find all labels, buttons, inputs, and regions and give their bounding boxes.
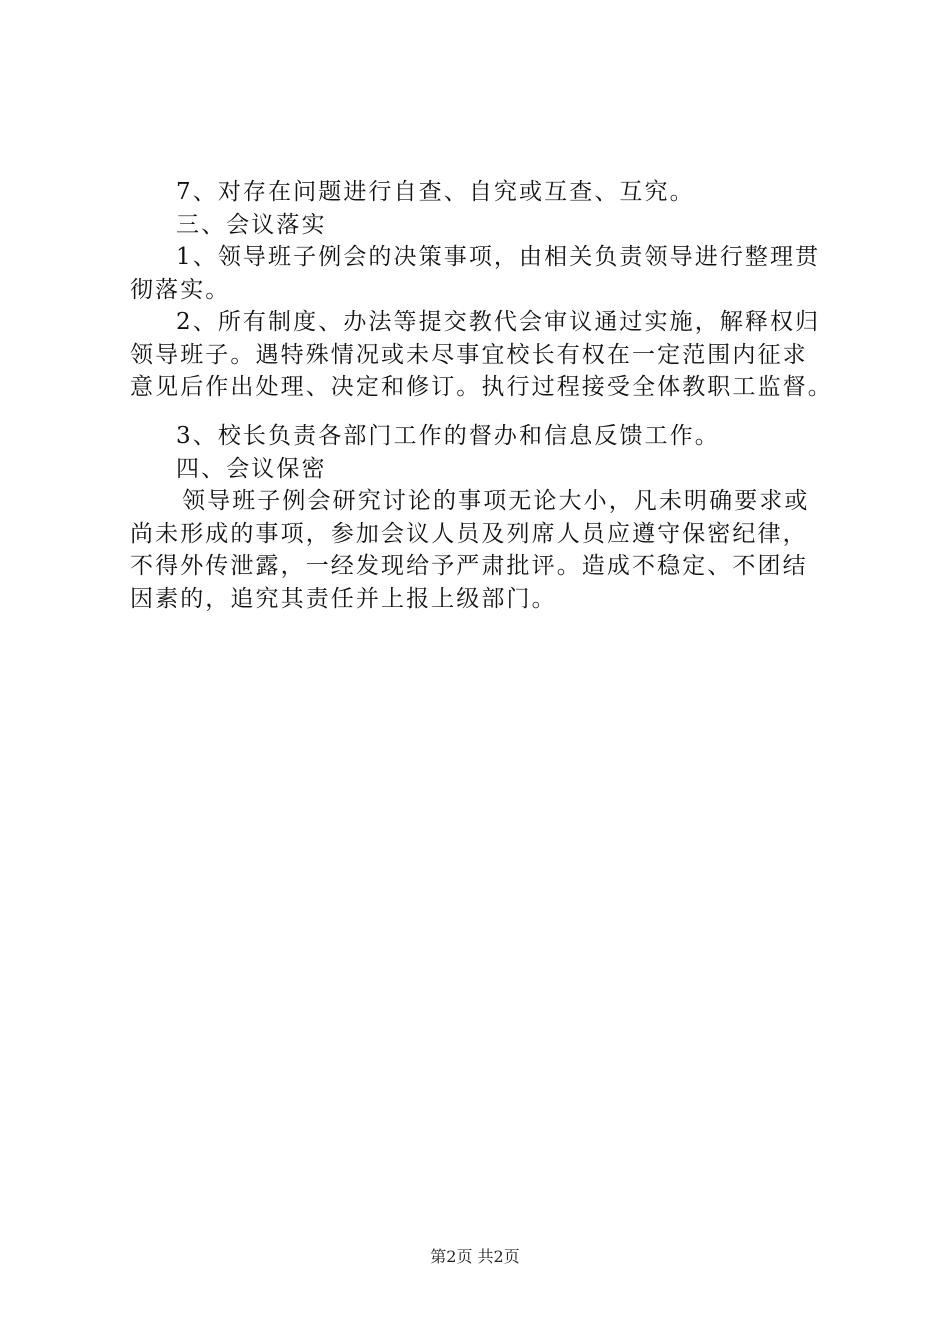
body-block-2 — [130, 420, 850, 615]
text-line: 2、所有制度、办法等提交教代会审议通过实施，解释权归 — [176, 309, 821, 335]
section-heading: 四、会议保密 — [176, 455, 327, 482]
text-line: 1、领导班子例会的决策事项，由相关负责领导进行整理贯 — [176, 244, 821, 270]
text-line: 彻落实。 — [130, 276, 231, 303]
text-line: 因素的，追究其责任并上报上级部门。 — [130, 585, 557, 612]
page-footer: 第2页 共2页 — [430, 1247, 520, 1266]
text-line: 7、对存在问题进行自查、自究或互查、互究。 — [176, 179, 695, 205]
text-line: 领导班子例会研究讨论的事项无论大小，凡未明确要求或 — [182, 488, 810, 514]
text-line: 3、校长负责各部门工作的督办和信息反馈工作。 — [176, 423, 720, 449]
section-heading: 三、会议落实 — [176, 211, 327, 238]
body-block-1 — [130, 176, 850, 404]
text-line: 领导班子。遇特殊情况或未尽事宜校长有权在一定范围内征求 — [130, 341, 808, 368]
text-line: 尚未形成的事项，参加会议人员及列席人员应遵守保密纪律， — [130, 520, 808, 547]
text-line: 意见后作出处理、决定和修订。执行过程接受全体教职工监督。 — [130, 374, 833, 400]
text-line: 不得外传泄露，一经发现给予严肃批评。造成不稳定、不团结 — [130, 553, 808, 579]
